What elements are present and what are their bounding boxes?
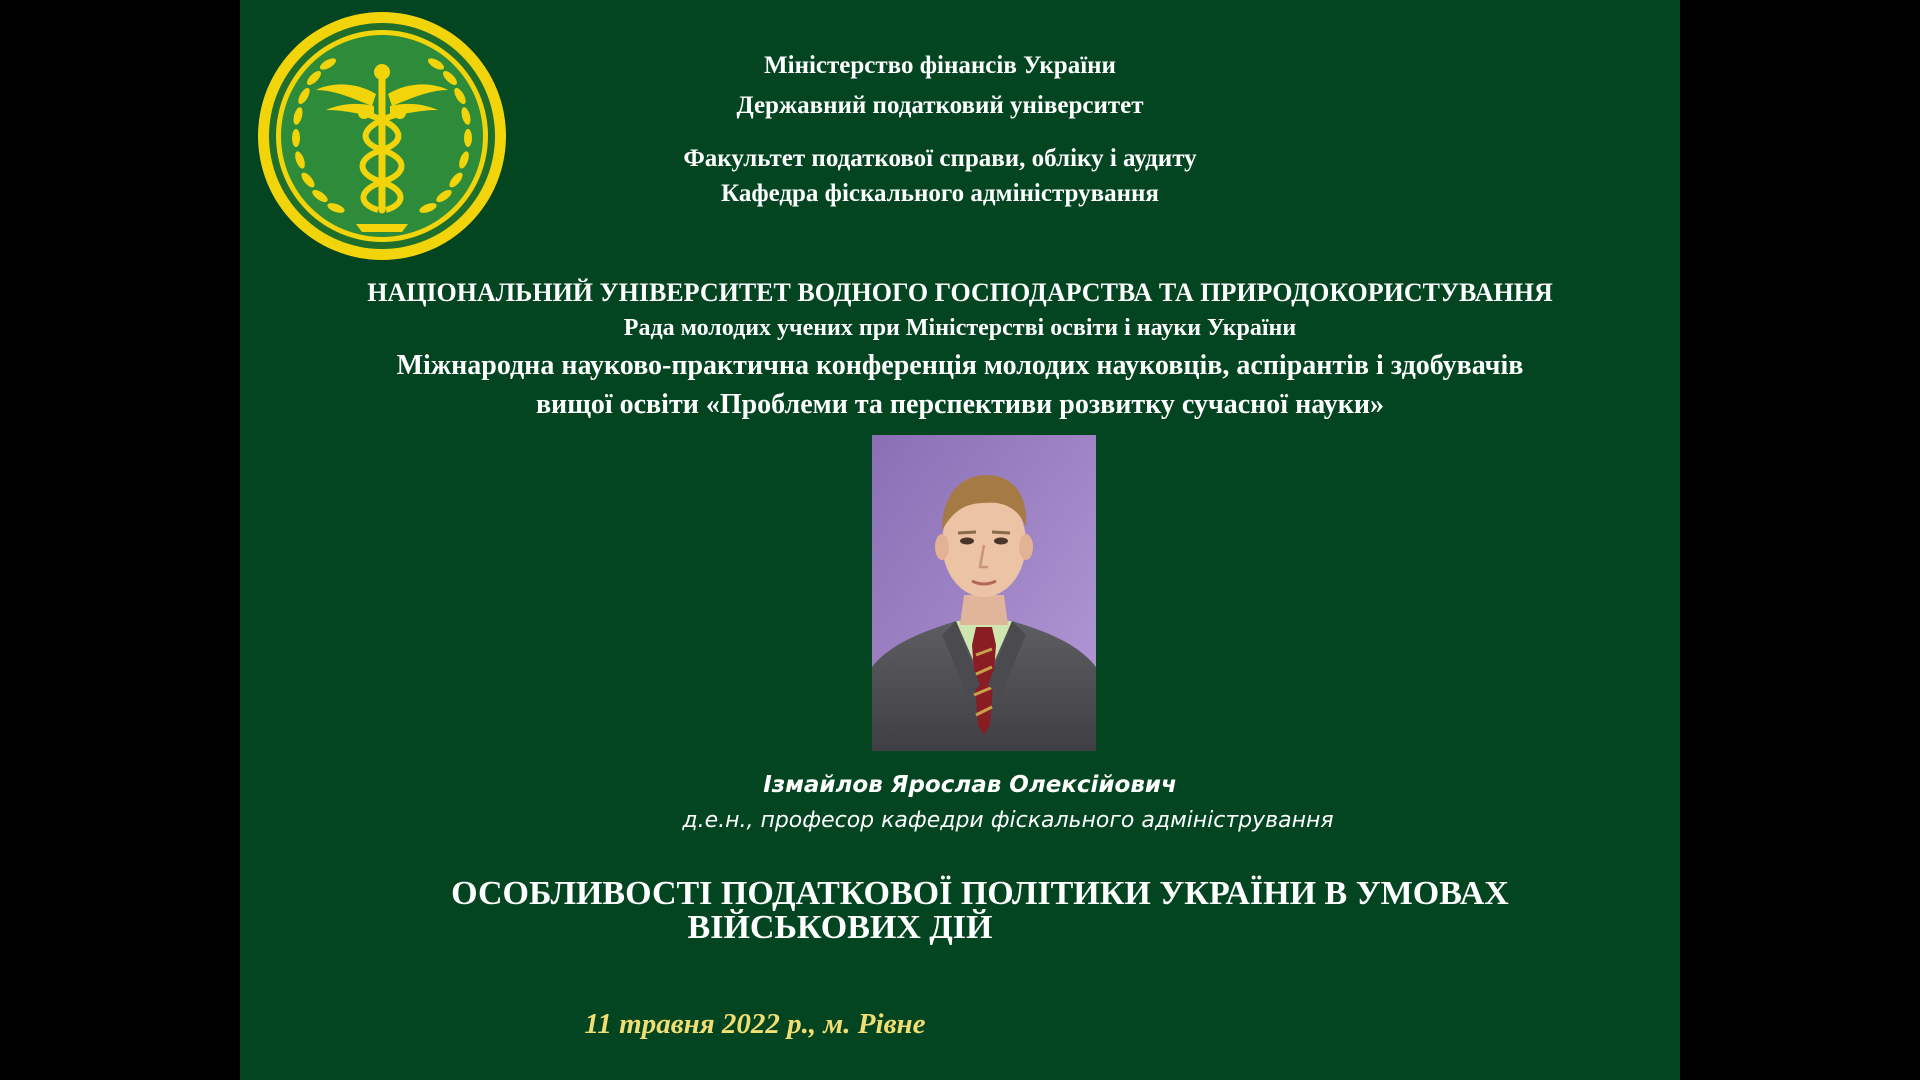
event-date: 11 травня 2022 р., м. Рівне [584, 1008, 926, 1040]
conference-name-line-2: вищої освіти «Проблеми та перспективи розвитку сучасної науки» [535, 389, 1385, 420]
talk-title-line-2: ВІЙСЬКОВИХ ДІЙ [687, 909, 993, 946]
talk-title-line-1: ОСОБЛИВОСТІ ПОДАТКОВОЇ ПОЛІТИКИ УКРАЇНИ В УМОВАХ [451, 875, 1509, 912]
university-heading: Державний податковий університет [736, 92, 1144, 119]
council-heading: Рада молодих учених при Міністерстві освіти і науки України [623, 315, 1297, 341]
department-heading: Кафедра фіскального адміністрування [721, 180, 1159, 207]
faculty-heading: Факультет податкової справи, обліку і аудиту [683, 145, 1197, 172]
host-university-heading: НАЦІОНАЛЬНИЙ УНІВЕРСИТЕТ ВОДНОГО ГОСПОДАРСТВА ТА ПРИРОДОКОРИСТУВАННЯ [367, 278, 1553, 307]
author-photo [872, 435, 1096, 751]
university-emblem-icon [256, 10, 508, 262]
author-position: д.е.н., професор кафедри фіскального адміністрування [682, 808, 1334, 833]
presentation-slide [240, 0, 1680, 1080]
ministry-heading: Міністерство фінансів України [764, 52, 1116, 79]
author-name: Ізмайлов Ярослав Олексійович [763, 772, 1177, 798]
conference-name-line-1: Міжнародна науково-практична конференція молодих науковців, аспірантів і здобувачів [396, 350, 1524, 381]
